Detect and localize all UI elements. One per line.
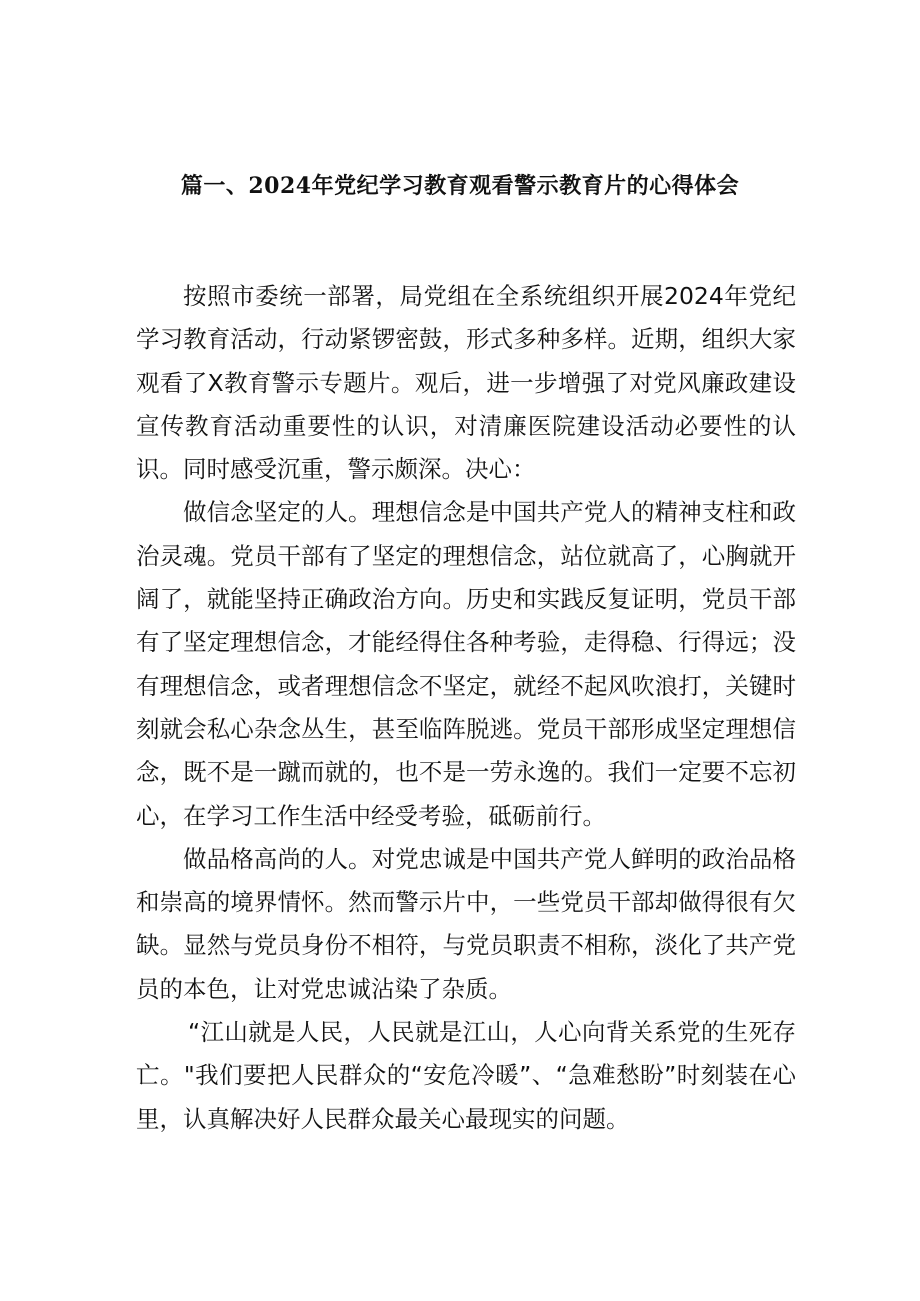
document-title: 篇一、2024年党纪学习教育观看警示教育片的心得体会 bbox=[180, 173, 740, 199]
paragraph-noble-character: 做品格高尚的人。对党忠诚是中国共产党人鲜明的政治品格和崇高的境界情怀。然而警示片中，一些党员干部却做得很有欠缺。显然与党员身份不相符，与党员职责不相称，淡化了共产党员的本色，让对党忠诚沾染了杂质。 bbox=[136, 844, 796, 1003]
paragraph-firm-belief: 做信念坚定的人。理想信念是中国共产党人的精神支柱和政治灵魂。党员干部有了坚定的理想信念，站位就高了，心胸就开阔了，就能坚持正确政治方向。历史和实践反复证明，党员干部有了坚定理想信念，才能经得住各种考验，走得稳、行得远；没有理想信念，或者理想信念不坚定，就经不起风吹浪打，关键时刻就会私心杂念丛生，甚至临阵脱逃。党员干部形成坚定理想信念，既不是一蹴而就的，也不是一劳永逸的。我们一定要不忘初心，在学习工作生活中经受考验，砥砺前行。 bbox=[136, 498, 796, 830]
document-body bbox=[136, 275, 796, 1141]
paragraph-intro: 按照市委统一部署，局党组在全系统组织开展2024年党纪学习教育活动，行动紧锣密鼓，形式多种多样。近期，组织大家观看了X教育警示专题片。观后，进一步增强了对党风廉政建设宣传教育活动重要性的认识，对清廉医院建设活动必要性的认识。同时感受沉重，警示颇深。决心： bbox=[136, 282, 796, 484]
paragraph-people-quote: “江山就是人民，人民就是江山，人心向背关系党的生死存亡。"我们要把人民群众的“安危冷暖”、“急难愁盼”时刻装在心里，认真解决好人民群众最关心最现实的问题。 bbox=[136, 1018, 796, 1133]
